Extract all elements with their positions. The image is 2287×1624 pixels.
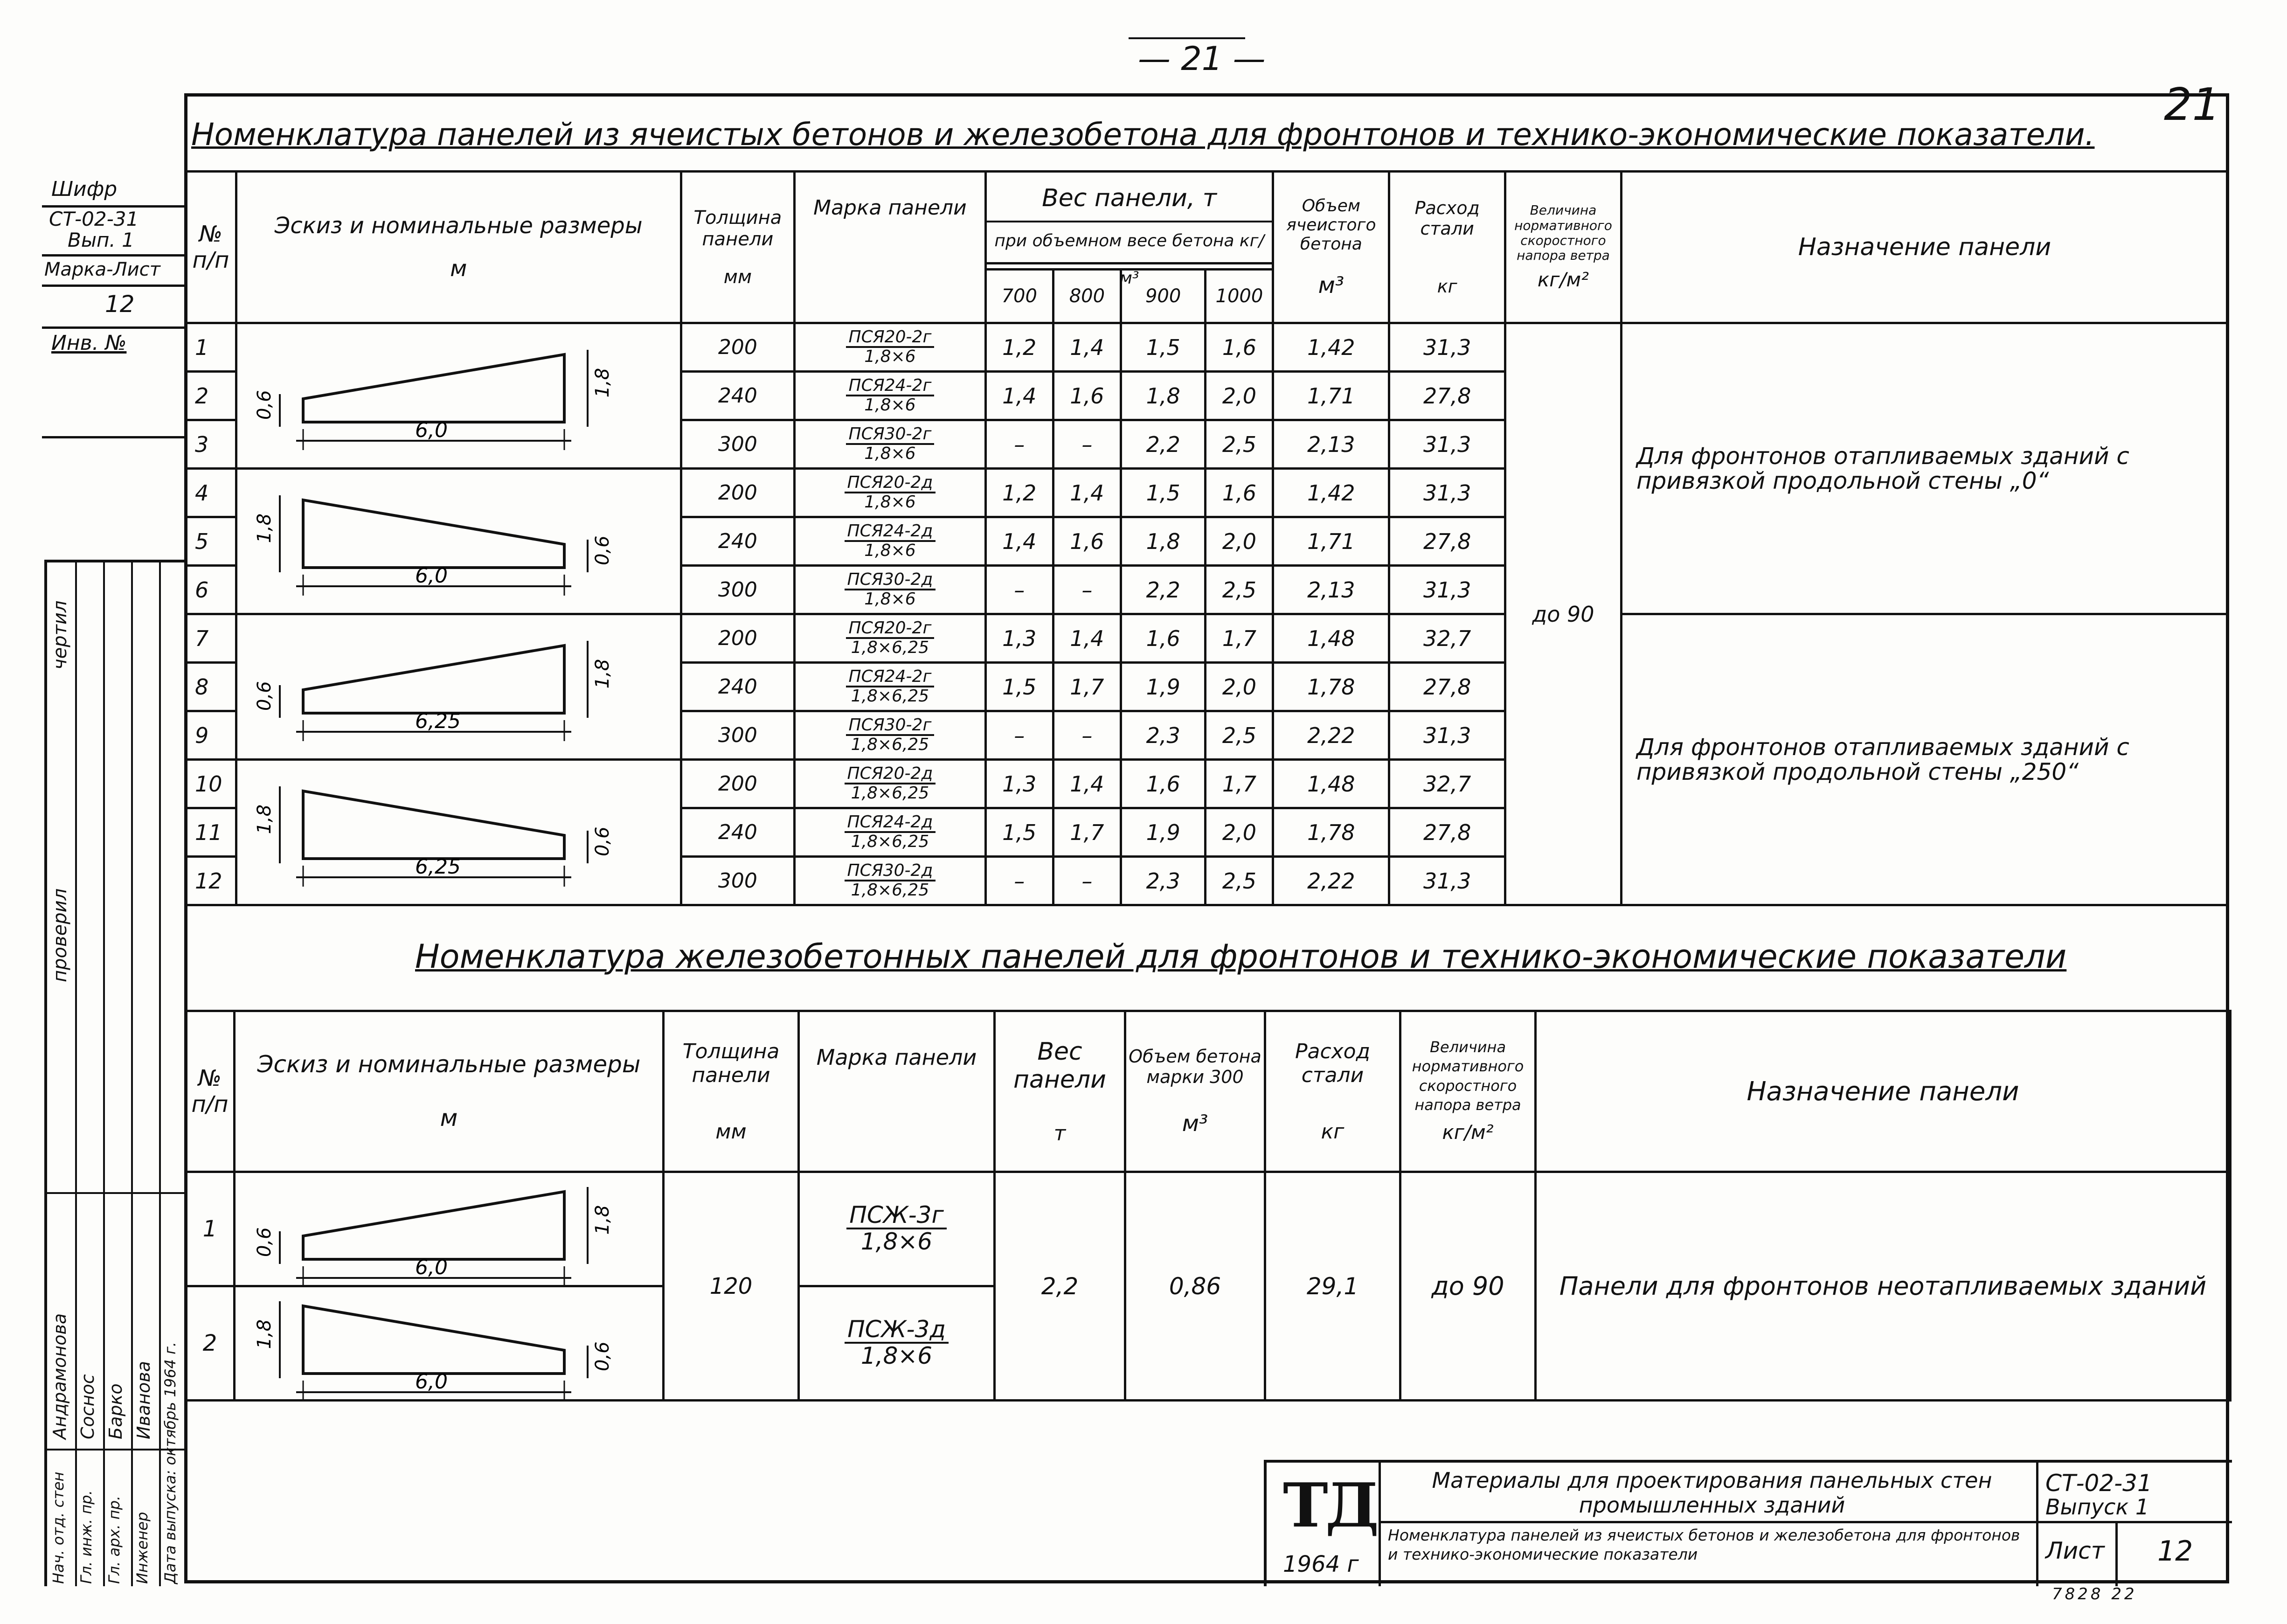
dim-length-label-4: 6,25 — [415, 855, 461, 879]
t2-hdr-num: № п/п — [186, 1011, 235, 1172]
table1-sketches — [233, 322, 662, 905]
row-weight: – — [985, 566, 1053, 614]
row-volume: 1,71 — [1273, 372, 1389, 420]
dim-left-label-3: 0,6 — [254, 681, 275, 711]
dim-right-label-3: 1,8 — [592, 659, 613, 689]
side-role-3: Инженер — [133, 1512, 151, 1584]
row-weight: – — [1053, 566, 1121, 614]
row-weight: 1,8 — [1121, 372, 1205, 420]
row-weight: 2,0 — [1206, 517, 1273, 566]
hdr-steel: Расход стали кг — [1389, 172, 1505, 323]
dim-length-label-5: 6,0 — [415, 1256, 448, 1279]
stamp-title1: Материалы для проектирования панельных стен промышленных зданий — [1432, 1468, 1992, 1518]
dim-length-label-6: 6,0 — [415, 1370, 448, 1394]
dens-800: 800 — [1053, 270, 1121, 323]
row-weight: 2,0 — [1206, 372, 1273, 420]
row-weight: – — [1053, 857, 1121, 905]
t2-thick: 120 — [664, 1172, 799, 1401]
side-name-0: Андрамонова — [49, 1313, 70, 1439]
row-thickness: 200 — [681, 469, 795, 517]
side-label-1: чертил — [49, 600, 71, 670]
t2-steel: 29,1 — [1265, 1172, 1400, 1401]
panel-outline-6 — [303, 1306, 564, 1374]
row-weight: 1,8 — [1121, 517, 1205, 566]
title-top: Номенклатура панелей из ячеистых бетонов и железобетона для фронтонов и технико-экономические показатели. — [191, 117, 2095, 153]
row-num: 1 — [186, 323, 236, 372]
bottom-code: 7828 22 — [2052, 1585, 2137, 1603]
t2-hdr-purpose: Назначение панели — [1536, 1011, 2231, 1172]
left-stamp — [42, 170, 187, 436]
dim-length-label-1: 6,0 — [415, 418, 448, 442]
side-role-4: Дата выпуска: октябрь 1964 г. — [161, 1342, 179, 1584]
t2-hdr-weight: Вес панели т — [995, 1011, 1125, 1172]
t2-row-1-num: 1 — [186, 1172, 235, 1286]
row-mark: $\frac{\text{ПСЯ24-2г}}{1,8\times 6}$ — [795, 372, 985, 420]
row-weight: 1,7 — [1206, 614, 1273, 663]
row-volume: 1,42 — [1273, 469, 1389, 517]
row-weight: 1,9 — [1121, 808, 1205, 857]
row-thickness: 240 — [681, 517, 795, 566]
corner-number: 21 — [2164, 79, 2220, 131]
t2-hdr-volume: Объем бетона марки 300 м³ — [1125, 1011, 1265, 1172]
row-num: 4 — [186, 469, 236, 517]
panel-outline-5 — [303, 1192, 564, 1259]
row-thickness: 200 — [681, 614, 795, 663]
row-volume: 1,78 — [1273, 663, 1389, 711]
row-weight: 1,7 — [1053, 808, 1121, 857]
row-weight: 2,2 — [1121, 566, 1205, 614]
dim-right-label-2: 0,6 — [592, 535, 613, 565]
panel-outline-2 — [303, 500, 564, 568]
side-name-3: Иванова — [133, 1361, 154, 1439]
row-mark: $\frac{\text{ПСЯ30-2г}}{1,8\times 6}$ — [795, 420, 985, 469]
row-weight: 1,4 — [985, 517, 1053, 566]
inv-label: Инв. № — [51, 331, 127, 355]
dim-length-label-2: 6,0 — [415, 564, 448, 588]
row-weight: 2,3 — [1121, 711, 1205, 760]
row-weight: – — [985, 857, 1053, 905]
stamp-issue: Выпуск 1 — [2045, 1494, 2149, 1520]
row-weight: 1,9 — [1121, 663, 1205, 711]
row-weight: 1,6 — [1121, 614, 1205, 663]
row-purpose: Для фронтонов отапливаемых зданий с привязкой продольной стены „250“ — [1621, 614, 2228, 905]
row-mark: $\frac{\text{ПСЯ24-2д}}{1,8\times 6}$ — [795, 517, 985, 566]
hdr-wind: Величина нормативного скоростного напора ветра кг/м² — [1505, 172, 1622, 323]
row-volume: 2,13 — [1273, 566, 1389, 614]
stamp-sheet-label: Лист — [2045, 1537, 2105, 1564]
sketch-rc-panels — [254, 1187, 613, 1402]
side-label-0: проверил — [49, 888, 71, 982]
row-weight: 1,4 — [985, 372, 1053, 420]
row-mark: $\frac{\text{ПСЯ20-2г}}{1,8\times 6}$ — [795, 323, 985, 372]
row-mark: $\frac{\text{ПСЯ20-2д}}{1,8\times 6}$ — [795, 469, 985, 517]
row-num: 12 — [186, 857, 236, 905]
row-mark: $\frac{\text{ПСЯ24-2г}}{1,8\times 6,25}$ — [795, 663, 985, 711]
side-role-2: Гл. арх. пр. — [105, 1495, 123, 1584]
stamp-sheet-value: 12 — [2157, 1535, 2193, 1568]
t2-row-2-mark: $\frac{\text{ПСЖ-3д}}{1,8\times 6}$ — [799, 1286, 995, 1401]
row-num: 10 — [186, 760, 236, 808]
row-weight: 2,2 — [1121, 420, 1205, 469]
logo: ТД — [1283, 1470, 1377, 1541]
row-weight: 2,5 — [1206, 711, 1273, 760]
hdr-sketch: Эскиз и номинальные размеры м — [236, 172, 681, 323]
row-weight: 1,4 — [1053, 323, 1121, 372]
row-volume: 2,22 — [1273, 857, 1389, 905]
row-weight: 1,7 — [1053, 663, 1121, 711]
row-steel: 27,8 — [1389, 517, 1505, 566]
row-weight: 1,2 — [985, 469, 1053, 517]
row-thickness: 300 — [681, 566, 795, 614]
row-weight: – — [1053, 420, 1121, 469]
row-thickness: 240 — [681, 663, 795, 711]
dim-right-label-6: 0,6 — [592, 1341, 613, 1371]
row-weight: – — [985, 711, 1053, 760]
hdr-thickness: Толщина панели мм — [681, 172, 795, 323]
t2-purpose: Панели для фронтонов неотапливаемых зданий — [1536, 1172, 2231, 1401]
dim-left-label-2: 1,8 — [254, 513, 275, 543]
row-mark: $\frac{\text{ПСЯ24-2д}}{1,8\times 6,25}$ — [795, 808, 985, 857]
title-mid: Номенклатура железобетонных панелей для фронтонов и технико-экономические показатели — [415, 937, 2067, 976]
row-thickness: 300 — [681, 711, 795, 760]
row-mark: $\frac{\text{ПСЯ20-2г}}{1,8\times 6,25}$ — [795, 614, 985, 663]
row-weight: 2,5 — [1206, 857, 1273, 905]
row-num: 8 — [186, 663, 236, 711]
dens-900: 900 — [1121, 270, 1205, 323]
stamp-title2: Номенклатура панелей из ячеистых бетонов и железобетона для фронтонов и технико-экономические показатели — [1388, 1526, 2020, 1564]
row-steel: 31,3 — [1389, 566, 1505, 614]
row-purpose: Для фронтонов отапливаемых зданий с привязкой продольной стены „0“ — [1621, 323, 2228, 614]
page-number: — 21 — — [1138, 40, 1266, 78]
row-weight: 1,3 — [985, 760, 1053, 808]
row-steel: 31,3 — [1389, 420, 1505, 469]
row-num: 9 — [186, 711, 236, 760]
row-weight: 1,6 — [1053, 517, 1121, 566]
row-weight: 1,5 — [1121, 323, 1205, 372]
row-weight: 1,4 — [1053, 614, 1121, 663]
row-volume: 1,71 — [1273, 517, 1389, 566]
page-number-rule — [1129, 37, 1245, 39]
sketch-panel-6-rising — [254, 350, 613, 887]
row-steel: 27,8 — [1389, 663, 1505, 711]
signature-strip — [44, 560, 187, 1586]
panel-outline-4 — [303, 791, 564, 859]
issue-value: Вып. 1 — [68, 229, 134, 251]
row-weight: 1,5 — [985, 663, 1053, 711]
row-weight: 2,0 — [1206, 808, 1273, 857]
row-volume: 2,22 — [1273, 711, 1389, 760]
side-role-0: Нач. отд. стен — [49, 1471, 67, 1584]
row-num: 6 — [186, 566, 236, 614]
hdr-weight: Вес панели, т при объемном весе бетона кг/м³ — [985, 172, 1273, 270]
row-thickness: 300 — [681, 420, 795, 469]
row-steel: 31,3 — [1389, 711, 1505, 760]
row-thickness: 200 — [681, 323, 795, 372]
side-name-1: Соснос — [77, 1374, 98, 1439]
row-weight: 2,3 — [1121, 857, 1205, 905]
row-weight: 2,0 — [1206, 663, 1273, 711]
shifr-label: Шифр — [51, 177, 118, 201]
row-mark: $\frac{\text{ПСЯ30-2д}}{1,8\times 6}$ — [795, 566, 985, 614]
t2-hdr-mark: Марка панели — [799, 1011, 995, 1172]
title-block — [1264, 1460, 2232, 1586]
row-steel: 27,8 — [1389, 808, 1505, 857]
row-volume: 1,48 — [1273, 760, 1389, 808]
row-thickness: 240 — [681, 808, 795, 857]
t2-wind: до 90 — [1400, 1172, 1536, 1401]
row-volume: 2,13 — [1273, 420, 1389, 469]
row-num: 11 — [186, 808, 236, 857]
row-steel: 31,3 — [1389, 857, 1505, 905]
hdr-purpose: Назначение панели — [1621, 172, 2228, 323]
row-weight: 1,5 — [985, 808, 1053, 857]
row-steel: 31,3 — [1389, 323, 1505, 372]
row-num: 2 — [186, 372, 236, 420]
stamp-code: СТ-02-31 — [2045, 1470, 2152, 1497]
table2-sketches — [233, 1173, 662, 1402]
marka-list-value: 12 — [105, 291, 135, 318]
row-num: 5 — [186, 517, 236, 566]
dim-left-label-4: 1,8 — [254, 804, 275, 834]
row-steel: 32,7 — [1389, 760, 1505, 808]
t2-hdr-thick: Толщина панели мм — [664, 1011, 799, 1172]
dens-700: 700 — [985, 270, 1053, 323]
t2-hdr-sketch: Эскиз и номинальные размеры м — [235, 1011, 664, 1172]
row-weight: 2,5 — [1206, 420, 1273, 469]
row-weight: 1,3 — [985, 614, 1053, 663]
dim-left-label-1: 0,6 — [254, 390, 275, 420]
side-name-2: Барко — [105, 1383, 126, 1439]
row-weight: 2,5 — [1206, 566, 1273, 614]
row-num: 7 — [186, 614, 236, 663]
dim-left-label-6: 1,8 — [254, 1319, 275, 1349]
row-steel: 32,7 — [1389, 614, 1505, 663]
row-weight: 1,6 — [1206, 323, 1273, 372]
row-weight: 1,4 — [1053, 469, 1121, 517]
row-num: 3 — [186, 420, 236, 469]
dim-length-label-3: 6,25 — [415, 709, 461, 733]
row-steel: 27,8 — [1389, 372, 1505, 420]
stamp-year: 1964 г — [1283, 1551, 1359, 1577]
row-weight: 1,7 — [1206, 760, 1273, 808]
marka-list-label: Марка-Лист — [44, 259, 160, 280]
t2-weight: 2,2 — [995, 1172, 1125, 1401]
row-thickness: 200 — [681, 760, 795, 808]
row-volume: 1,42 — [1273, 323, 1389, 372]
row-weight: 1,6 — [1206, 469, 1273, 517]
row-weight: 1,5 — [1121, 469, 1205, 517]
panel-outline-3 — [303, 645, 564, 713]
dens-1000: 1000 — [1206, 270, 1273, 323]
row-volume: 1,78 — [1273, 808, 1389, 857]
t2-hdr-steel: Расход стали кг — [1265, 1011, 1400, 1172]
row-mark: $\frac{\text{ПСЯ30-2д}}{1,8\times 6,25}$ — [795, 857, 985, 905]
t2-row-2-num: 2 — [186, 1286, 235, 1401]
row-weight: – — [1053, 711, 1121, 760]
panel-outline-1 — [303, 354, 564, 422]
row-volume: 1,48 — [1273, 614, 1389, 663]
hdr-mark: Марка панели — [795, 172, 985, 323]
t2-hdr-wind: Величина нормативного скоростного напора ветра кг/м² — [1400, 1011, 1536, 1172]
row-weight: 1,6 — [1121, 760, 1205, 808]
hdr-volume: Объем ячеистого бетона м³ — [1273, 172, 1389, 323]
row-steel: 31,3 — [1389, 469, 1505, 517]
dim-left-label-5: 0,6 — [254, 1227, 275, 1257]
dim-right-label-5: 1,8 — [592, 1205, 613, 1235]
shifr-value: СТ-02-31 — [49, 208, 139, 230]
dim-right-label-4: 0,6 — [592, 826, 613, 856]
t2-volume: 0,86 — [1125, 1172, 1265, 1401]
row-thickness: 300 — [681, 857, 795, 905]
t2-row-1-mark: $\frac{\text{ПСЖ-3г}}{1,8\times 6}$ — [799, 1172, 995, 1286]
row-weight: 1,6 — [1053, 372, 1121, 420]
row-weight: 1,2 — [985, 323, 1053, 372]
row-thickness: 240 — [681, 372, 795, 420]
hdr-num: № п/п — [186, 172, 236, 323]
row-wind: до 90 — [1505, 323, 1622, 905]
side-role-1: Гл. инж. пр. — [77, 1490, 95, 1584]
row-mark: $\frac{\text{ПСЯ20-2д}}{1,8\times 6,25}$ — [795, 760, 985, 808]
row-mark: $\frac{\text{ПСЯ30-2г}}{1,8\times 6,25}$ — [795, 711, 985, 760]
row-weight: 1,4 — [1053, 760, 1121, 808]
row-weight: – — [985, 420, 1053, 469]
dim-right-label-1: 1,8 — [592, 368, 613, 398]
